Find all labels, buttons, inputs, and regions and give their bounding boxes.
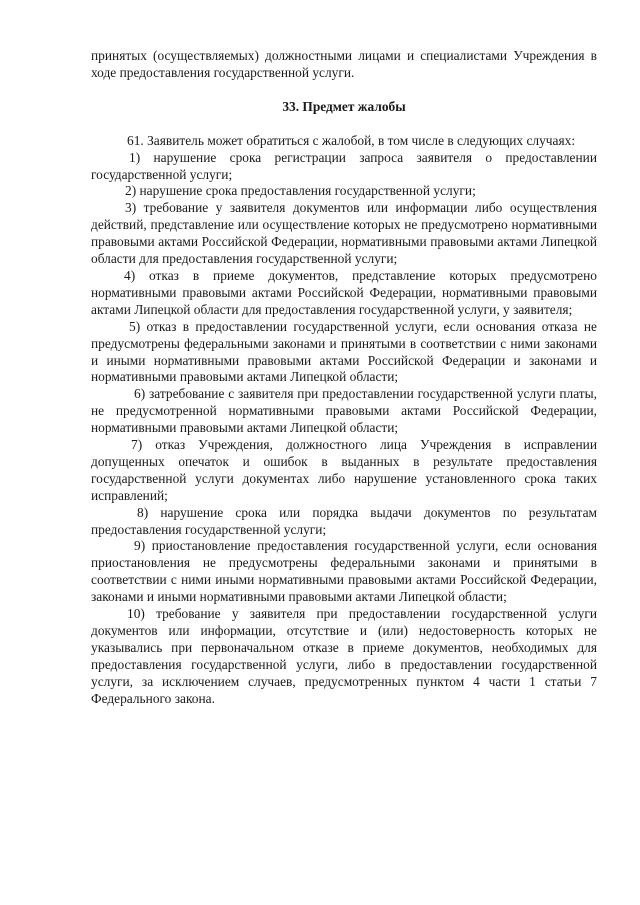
list-item-3: 3) требование у заявителя документов или информации либо осуществления действий, представление или осуществление которых не предусмотрено нормативными правовыми актами Российской Федерации, нормативными правовыми актами Липецкой области для предоставления государственной услуги;: [91, 200, 597, 267]
intro-paragraph: принятых (осуществляемых) должностными лицами и специалистами Учреждения в ходе предоставления государственной услуги.: [91, 48, 597, 80]
section-heading: 33. Предмет жалобы: [282, 98, 406, 114]
list-item-2: 2) нарушение срока предоставления государственной услуги;: [125, 183, 476, 199]
clause-61-paragraph: 61. Заявитель может обратиться с жалобой, в том числе в следующих случаях:: [127, 132, 576, 148]
list-item-7: 7) отказ Учреждения, должностного лица Учреждения в исправлении допущенных опечаток и ошибок в выданных в результате предоставления государственной услуги документах либо нарушение установленного срока таких исправлений;: [91, 437, 597, 503]
list-item-4: 4) отказ в приеме документов, представление которых предусмотрено нормативными правовыми актами Российской Федерации, нормативными правовыми актами Липецкой области для предоставления государственной услуги, у заявителя;: [91, 267, 597, 317]
list-item-1: 1) нарушение срока регистрации запроса заявителя о предоставлении государственной услуги;: [91, 149, 597, 182]
list-item-10: 10) требование у заявителя при предоставлении государственной услуги документов или информации, отсутствие и (или) недостоверность которых не указывались при первоначальном отказе в приеме документов, необходимых для предоставления государственной услуги, либо в предоставлении государственной услуги, за исключением случаев, предусмотренных пунктом 4 части 1 статьи 7 Федерального закона.: [91, 606, 597, 706]
list-item-6: 6) затребование с заявителя при предоставлении государственной услуги платы, не предусмотренной нормативными правовыми актами Российской Федерации, нормативными правовыми актами Липецкой области;: [91, 386, 597, 436]
document-page: [91, 48, 597, 708]
list-item-8: 8) нарушение срока или порядка выдачи документов по результатам предоставления государственной услуги;: [91, 504, 597, 537]
list-item-9: 9) приостановление предоставления государственной услуги, если основания приостановления не предусмотрены федеральными законами и принятыми в соответствии с ними иными нормативными правовыми актами Российской Федерации, законами и иными нормативными правовыми актами Липецкой области;: [91, 538, 597, 605]
list-item-5: 5) отказ в предоставлении государственной услуги, если основания отказа не предусмотрены федеральными законами и принятыми в соответствии с ними законами и иными нормативными правовыми актами Российской Федерации и законами и нормативными правовыми актами Липецкой области;: [91, 318, 597, 385]
